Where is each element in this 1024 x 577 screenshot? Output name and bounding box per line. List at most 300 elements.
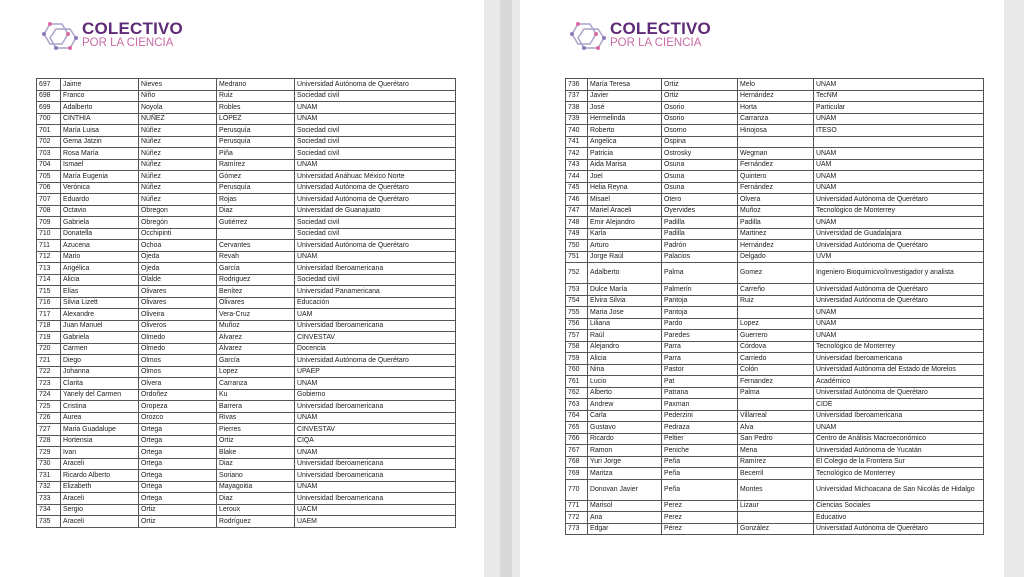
institution-cell: Universidad Autónoma de Querétaro	[814, 295, 984, 307]
institution-cell: UNAM	[814, 330, 984, 342]
last-name-1-cell: Osorno	[662, 125, 738, 137]
last-name-1-cell: Osorio	[662, 102, 738, 114]
last-name-1-cell: Osuna	[662, 182, 738, 194]
logo	[568, 20, 711, 52]
institution-cell: UNAM	[295, 481, 456, 493]
table-row	[37, 79, 456, 91]
last-name-1-cell: Ojeda	[139, 251, 217, 263]
last-name-1-cell: Peña	[662, 456, 738, 468]
first-name-cell: María Teresa	[588, 79, 662, 91]
last-name-1-cell: Olmos	[139, 355, 217, 367]
institution-cell: UNAM	[814, 113, 984, 125]
row-number-cell: 767	[566, 445, 588, 457]
table-row	[37, 228, 456, 240]
row-number-cell: 744	[566, 171, 588, 183]
last-name-2-cell: Palma	[738, 387, 814, 399]
first-name-cell: Alejandro	[588, 341, 662, 353]
table-row	[566, 479, 984, 500]
table-row	[566, 125, 984, 137]
last-name-1-cell: NUÑEZ	[139, 113, 217, 125]
institution-cell: UNAM	[814, 148, 984, 160]
last-name-2-cell: Ramírez	[738, 456, 814, 468]
row-number-cell: 762	[566, 387, 588, 399]
row-number-cell: 697	[37, 79, 61, 91]
logo-title: COLECTIVO	[82, 19, 183, 38]
row-number-cell: 747	[566, 205, 588, 217]
last-name-1-cell: Olalde	[139, 274, 217, 286]
first-name-cell: Hermelinda	[588, 113, 662, 125]
first-name-cell: María Luisa	[61, 125, 139, 137]
last-name-2-cell: Medrano	[217, 79, 295, 91]
row-number-cell: 698	[37, 90, 61, 102]
row-number-cell: 770	[566, 479, 588, 500]
institution-cell: Sociedad civil	[295, 274, 456, 286]
last-name-1-cell: Ortega	[139, 458, 217, 470]
last-name-1-cell: Osorio	[662, 113, 738, 125]
last-name-1-cell: Pantoja	[662, 295, 738, 307]
last-name-1-cell: Palma	[662, 263, 738, 284]
table-row	[566, 251, 984, 263]
row-number-cell: 743	[566, 159, 588, 171]
table-row	[566, 136, 984, 148]
last-name-2-cell: Robles	[217, 102, 295, 114]
row-number-cell: 771	[566, 500, 588, 512]
institution-cell: UNAM	[814, 171, 984, 183]
row-number-cell: 761	[566, 376, 588, 388]
table-row	[566, 182, 984, 194]
institution-cell: CIDE	[814, 399, 984, 411]
first-name-cell: Ramon	[588, 445, 662, 457]
table-row	[37, 366, 456, 378]
row-number-cell: 752	[566, 263, 588, 284]
last-name-1-cell: Noyola	[139, 102, 217, 114]
table-row	[37, 102, 456, 114]
last-name-1-cell: Ortiz	[662, 79, 738, 91]
table-row	[566, 148, 984, 160]
molecule-logo-icon	[568, 20, 606, 52]
row-number-cell: 705	[37, 171, 61, 183]
last-name-2-cell: Leroux	[217, 504, 295, 516]
first-name-cell: Ivan	[61, 447, 139, 459]
logo-subtitle: POR LA CIENCIA	[610, 37, 702, 49]
last-name-1-cell: Ortega	[139, 424, 217, 436]
table-row	[566, 263, 984, 284]
last-name-2-cell: Carriedo	[738, 353, 814, 365]
institution-cell: Universidad Autónoma de Querétaro	[295, 182, 456, 194]
participants-table	[36, 78, 456, 528]
table-row	[37, 309, 456, 321]
row-number-cell: 768	[566, 456, 588, 468]
row-number-cell: 746	[566, 194, 588, 206]
row-number-cell: 708	[37, 205, 61, 217]
logo-subtitle: POR LA CIENCIA	[82, 37, 174, 49]
row-number-cell: 773	[566, 523, 588, 535]
last-name-2-cell: Martinez	[738, 228, 814, 240]
institution-cell: Universidad Iberoamericana	[295, 263, 456, 275]
last-name-1-cell: Ortega	[139, 481, 217, 493]
last-name-2-cell: Lopez	[738, 318, 814, 330]
first-name-cell: Johanna	[61, 366, 139, 378]
last-name-2-cell: Vera-Cruz	[217, 309, 295, 321]
first-name-cell: Silvia Lizett	[61, 297, 139, 309]
row-number-cell: 766	[566, 433, 588, 445]
table-row	[37, 148, 456, 160]
row-number-cell: 703	[37, 148, 61, 160]
last-name-2-cell: Piña	[217, 148, 295, 160]
row-number-cell: 724	[37, 389, 61, 401]
last-name-2-cell: Alva	[738, 422, 814, 434]
row-number-cell: 730	[37, 458, 61, 470]
row-number-cell: 719	[37, 332, 61, 344]
table-row	[566, 523, 984, 535]
viewer-scroll-strip	[500, 0, 512, 577]
last-name-2-cell: Muñoz	[217, 320, 295, 332]
first-name-cell: Juan Manuel	[61, 320, 139, 332]
last-name-1-cell: Núñez	[139, 159, 217, 171]
first-name-cell: María Eugenia	[61, 171, 139, 183]
first-name-cell: Elizabeth	[61, 481, 139, 493]
first-name-cell: Aurea	[61, 412, 139, 424]
institution-cell: UNAM	[814, 79, 984, 91]
institution-cell: Universidad Iberoamericana	[814, 410, 984, 422]
institution-cell: Ingeniero Bioquimicvo/investigador y analista	[814, 263, 984, 284]
row-number-cell: 723	[37, 378, 61, 390]
table-row	[37, 389, 456, 401]
table-row	[37, 424, 456, 436]
last-name-2-cell: Ruiz	[738, 295, 814, 307]
institution-cell: Universidad Anáhuac México Norte	[295, 171, 456, 183]
row-number-cell: 701	[37, 125, 61, 137]
last-name-1-cell: Pederzini	[662, 410, 738, 422]
last-name-1-cell: Pat	[662, 376, 738, 388]
last-name-1-cell: Núñez	[139, 194, 217, 206]
first-name-cell: Angélica	[61, 263, 139, 275]
last-name-1-cell: Patrana	[662, 387, 738, 399]
institution-cell: CINVESTAV	[295, 332, 456, 344]
first-name-cell: Arturo	[588, 240, 662, 252]
first-name-cell: Carla	[588, 410, 662, 422]
last-name-2-cell: Gómez	[217, 171, 295, 183]
row-number-cell: 740	[566, 125, 588, 137]
first-name-cell: Misael	[588, 194, 662, 206]
row-number-cell: 722	[37, 366, 61, 378]
row-number-cell: 720	[37, 343, 61, 355]
institution-cell: Universidad de Guadalajara	[814, 228, 984, 240]
last-name-1-cell: Parra	[662, 341, 738, 353]
last-name-1-cell: Olivares	[139, 297, 217, 309]
last-name-2-cell: Perusquía	[217, 136, 295, 148]
row-number-cell: 759	[566, 353, 588, 365]
institution-cell: Tecnológico de Monterrey	[814, 341, 984, 353]
last-name-1-cell: Ortega	[139, 447, 217, 459]
table-row	[37, 332, 456, 344]
table-row	[566, 205, 984, 217]
row-number-cell: 727	[37, 424, 61, 436]
table-row	[566, 445, 984, 457]
table-row	[37, 378, 456, 390]
last-name-1-cell: Ortega	[139, 493, 217, 505]
table-row	[566, 159, 984, 171]
last-name-2-cell: Rivas	[217, 412, 295, 424]
last-name-1-cell: Ortega	[139, 435, 217, 447]
first-name-cell: Dulce María	[588, 284, 662, 296]
last-name-1-cell: Osuna	[662, 159, 738, 171]
first-name-cell: Patricia	[588, 148, 662, 160]
institution-cell: Universidad Panamericana	[295, 286, 456, 298]
institution-cell: Universidad Michoacana de San Nicolás de Hidalgo	[814, 479, 984, 500]
row-number-cell: 706	[37, 182, 61, 194]
institution-cell: UAM	[814, 159, 984, 171]
institution-cell: Universidad Iberoamericana	[295, 470, 456, 482]
last-name-2-cell: Olivares	[217, 297, 295, 309]
first-name-cell: Andrew	[588, 399, 662, 411]
last-name-1-cell: Oropeza	[139, 401, 217, 413]
institution-cell: UAEM	[295, 516, 456, 528]
first-name-cell: Lucio	[588, 376, 662, 388]
last-name-1-cell: Pastor	[662, 364, 738, 376]
institution-cell: Sociedad civil	[295, 125, 456, 137]
last-name-1-cell: Núñez	[139, 136, 217, 148]
last-name-2-cell: Mayagoitia	[217, 481, 295, 493]
table-row	[37, 447, 456, 459]
last-name-1-cell: Oliveira	[139, 309, 217, 321]
first-name-cell: José	[588, 102, 662, 114]
row-number-cell: 726	[37, 412, 61, 424]
last-name-2-cell: Córdova	[738, 341, 814, 353]
last-name-2-cell: Delgado	[738, 251, 814, 263]
first-name-cell: CINTHIA	[61, 113, 139, 125]
institution-cell: UVM	[814, 251, 984, 263]
row-number-cell: 742	[566, 148, 588, 160]
last-name-2-cell: Villarreal	[738, 410, 814, 422]
table-row	[37, 159, 456, 171]
table-row	[566, 228, 984, 240]
institution-cell: Particular	[814, 102, 984, 114]
row-number-cell: 758	[566, 341, 588, 353]
table-row	[566, 307, 984, 319]
last-name-2-cell: Fernandez	[738, 376, 814, 388]
table-row	[37, 205, 456, 217]
row-number-cell: 721	[37, 355, 61, 367]
table-row	[566, 341, 984, 353]
last-name-2-cell: Colón	[738, 364, 814, 376]
table-row	[37, 343, 456, 355]
first-name-cell: Marisol	[588, 500, 662, 512]
table-row	[37, 470, 456, 482]
last-name-2-cell: San Pedro	[738, 433, 814, 445]
first-name-cell: Angelica	[588, 136, 662, 148]
institution-cell: Universidad Autónoma de Querétaro	[295, 79, 456, 91]
last-name-2-cell: Carreño	[738, 284, 814, 296]
first-name-cell: Maria Jose	[588, 307, 662, 319]
first-name-cell: Carmen	[61, 343, 139, 355]
last-name-1-cell: Olvera	[139, 378, 217, 390]
first-name-cell: Nina	[588, 364, 662, 376]
first-name-cell: Yuri Jorge	[588, 456, 662, 468]
last-name-2-cell: Lizaur	[738, 500, 814, 512]
row-number-cell: 751	[566, 251, 588, 263]
last-name-1-cell: Palmerín	[662, 284, 738, 296]
row-number-cell: 760	[566, 364, 588, 376]
institution-cell: UNAM	[814, 182, 984, 194]
table-row	[37, 136, 456, 148]
row-number-cell: 714	[37, 274, 61, 286]
table-row	[566, 364, 984, 376]
institution-cell: ITESO	[814, 125, 984, 137]
table-row	[566, 353, 984, 365]
table-row	[566, 376, 984, 388]
last-name-2-cell: Ruiz	[217, 90, 295, 102]
last-name-1-cell: Paxman	[662, 399, 738, 411]
last-name-2-cell: González	[738, 523, 814, 535]
last-name-1-cell: Peltier	[662, 433, 738, 445]
table-row	[37, 297, 456, 309]
row-number-cell: 738	[566, 102, 588, 114]
last-name-1-cell: Peniche	[662, 445, 738, 457]
first-name-cell: Mariel Araceli	[588, 205, 662, 217]
last-name-1-cell: Ospina	[662, 136, 738, 148]
last-name-1-cell: Pedraza	[662, 422, 738, 434]
table-row	[37, 516, 456, 528]
last-name-2-cell: Revah	[217, 251, 295, 263]
first-name-cell: Rosa María	[61, 148, 139, 160]
first-name-cell: Emir Alejandro	[588, 217, 662, 229]
institution-cell: Académico	[814, 376, 984, 388]
institution-cell: UPAEP	[295, 366, 456, 378]
first-name-cell: Alicia	[61, 274, 139, 286]
last-name-2-cell: Ku	[217, 389, 295, 401]
last-name-1-cell: Obregón	[139, 217, 217, 229]
table-row	[566, 90, 984, 102]
table-row	[566, 113, 984, 125]
row-number-cell: 764	[566, 410, 588, 422]
row-number-cell: 699	[37, 102, 61, 114]
last-name-1-cell: Parra	[662, 353, 738, 365]
table-row	[566, 468, 984, 480]
last-name-1-cell: Palacios	[662, 251, 738, 263]
first-name-cell: Cristina	[61, 401, 139, 413]
last-name-2-cell	[738, 399, 814, 411]
row-number-cell: 718	[37, 320, 61, 332]
last-name-1-cell: Paredes	[662, 330, 738, 342]
table-row	[566, 512, 984, 524]
last-name-1-cell: Núñez	[139, 125, 217, 137]
row-number-cell: 741	[566, 136, 588, 148]
table-row	[37, 274, 456, 286]
table-row	[566, 79, 984, 91]
table-row	[566, 295, 984, 307]
table-row	[37, 355, 456, 367]
last-name-1-cell: Otero	[662, 194, 738, 206]
institution-cell: Sociedad civil	[295, 148, 456, 160]
institution-cell: Centro de Análisis Macroeconómico	[814, 433, 984, 445]
row-number-cell: 713	[37, 263, 61, 275]
first-name-cell: Alexandre	[61, 309, 139, 321]
row-number-cell: 711	[37, 240, 61, 252]
institution-cell: UNAM	[295, 102, 456, 114]
last-name-2-cell: Gutiérrez	[217, 217, 295, 229]
last-name-2-cell: Alvarez	[217, 332, 295, 344]
logo	[40, 20, 183, 52]
last-name-2-cell: Montes	[738, 479, 814, 500]
first-name-cell: Edgar	[588, 523, 662, 535]
molecule-logo-icon	[40, 20, 78, 52]
institution-cell: Tecnológico de Monterrey	[814, 468, 984, 480]
row-number-cell: 700	[37, 113, 61, 125]
row-number-cell: 733	[37, 493, 61, 505]
table-row	[566, 422, 984, 434]
table-row	[37, 320, 456, 332]
last-name-2-cell: Padilla	[738, 217, 814, 229]
institution-cell: Universidad Autónoma de Querétaro	[295, 194, 456, 206]
institution-cell: Universidad Autónoma de Querétaro	[814, 284, 984, 296]
institution-cell: Tecnológico de Monterrey	[814, 205, 984, 217]
first-name-cell: Clarita	[61, 378, 139, 390]
institution-cell: Universidad Iberoamericana	[295, 320, 456, 332]
last-name-2-cell: Ortiz	[217, 435, 295, 447]
first-name-cell: Liliana	[588, 318, 662, 330]
first-name-cell: Aida Marisa	[588, 159, 662, 171]
institution-cell: UNAM	[814, 307, 984, 319]
last-name-2-cell: Perusquía	[217, 125, 295, 137]
last-name-1-cell: Oliveros	[139, 320, 217, 332]
row-number-cell: 756	[566, 318, 588, 330]
table-row	[37, 412, 456, 424]
last-name-2-cell: García	[217, 263, 295, 275]
row-number-cell: 765	[566, 422, 588, 434]
first-name-cell: Araceli	[61, 493, 139, 505]
first-name-cell: Donatella	[61, 228, 139, 240]
last-name-1-cell: Ochoa	[139, 240, 217, 252]
table-row	[566, 500, 984, 512]
row-number-cell: 729	[37, 447, 61, 459]
institution-cell: Docencia	[295, 343, 456, 355]
last-name-1-cell: Obregon	[139, 205, 217, 217]
last-name-1-cell: Núñez	[139, 171, 217, 183]
table-row	[37, 435, 456, 447]
first-name-cell: Elías	[61, 286, 139, 298]
last-name-2-cell: Diaz	[217, 493, 295, 505]
first-name-cell: Ana	[588, 512, 662, 524]
institution-cell: Sociedad civil	[295, 90, 456, 102]
row-number-cell: 735	[37, 516, 61, 528]
last-name-2-cell: Olvera	[738, 194, 814, 206]
institution-cell: Universidad Iberoamericana	[814, 353, 984, 365]
last-name-2-cell: Diaz	[217, 458, 295, 470]
last-name-2-cell: Fernández	[738, 159, 814, 171]
first-name-cell: Elvira Silvia	[588, 295, 662, 307]
row-number-cell: 734	[37, 504, 61, 516]
institution-cell: UNAM	[295, 412, 456, 424]
institution-cell: Universidad Autónoma de Querétaro	[814, 240, 984, 252]
table-row	[566, 410, 984, 422]
row-number-cell: 769	[566, 468, 588, 480]
first-name-cell: Jaime	[61, 79, 139, 91]
first-name-cell: Raúl	[588, 330, 662, 342]
institution-cell: Educativo	[814, 512, 984, 524]
last-name-1-cell: Núñez	[139, 148, 217, 160]
first-name-cell: Gustavo	[588, 422, 662, 434]
row-number-cell: 712	[37, 251, 61, 263]
table-row	[566, 171, 984, 183]
last-name-2-cell: Horta	[738, 102, 814, 114]
last-name-2-cell: Soriano	[217, 470, 295, 482]
first-name-cell: Mario	[61, 251, 139, 263]
last-name-2-cell: Lopez	[217, 366, 295, 378]
first-name-cell: Hortensia	[61, 435, 139, 447]
last-name-1-cell: Nieves	[139, 79, 217, 91]
table-row	[37, 217, 456, 229]
